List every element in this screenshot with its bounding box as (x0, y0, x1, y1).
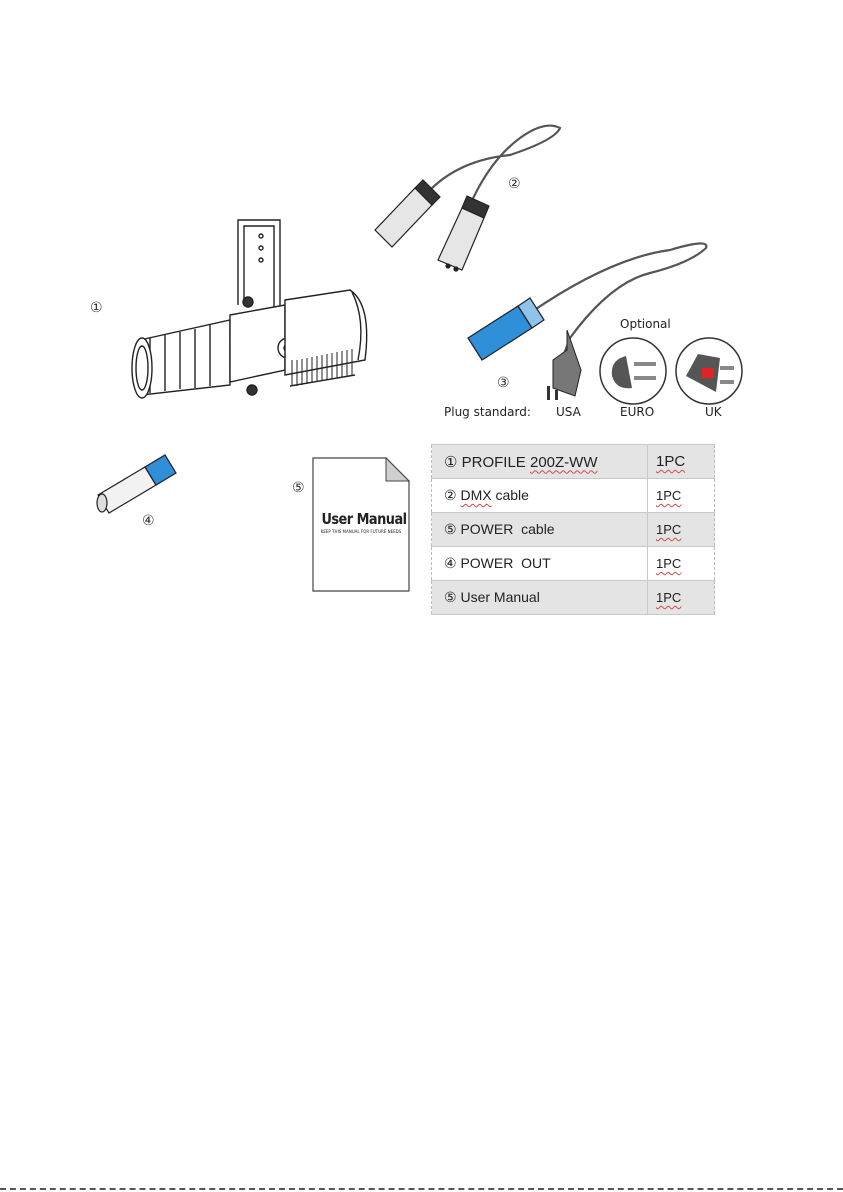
plug-standard-label: Plug standard: (444, 405, 531, 419)
item-number: ① (444, 453, 458, 471)
table-row (432, 513, 715, 547)
item-number: ④ (444, 555, 457, 571)
item-name-flagged: DMX (460, 487, 492, 503)
item-qty-cell (648, 445, 715, 479)
item-number: ⑤ (444, 521, 457, 537)
table-row (432, 479, 715, 513)
optional-label: Optional (620, 317, 671, 331)
item-qty: 1PC (656, 522, 682, 537)
euro-plug-icon (598, 336, 668, 406)
usa-plug-icon (545, 330, 595, 400)
item-name: User Manual (456, 589, 540, 605)
item-name: PROFILE (457, 453, 530, 471)
item-name: POWER OUT (456, 555, 551, 571)
callout-4: ④ (142, 513, 155, 529)
item-number: ② (444, 487, 457, 503)
page-bottom-edge (0, 1188, 843, 1190)
manual-subtitle: KEEP THIS MANUAL FOR FUTURE NEEDS (320, 529, 402, 534)
uk-plug-icon (674, 336, 744, 406)
packing-list-table (431, 444, 715, 615)
table-row (432, 581, 715, 615)
item-name: POWER cable (456, 521, 555, 537)
profile-fixture-illustration (120, 210, 380, 410)
item-qty-cell (648, 479, 715, 513)
item-name-suffix: cable (491, 487, 529, 503)
plug-euro-label: EURO (620, 405, 655, 419)
table-row (432, 445, 715, 479)
item-qty-cell (648, 581, 715, 615)
item-name-cell (432, 513, 648, 547)
power-out-connector-illustration (90, 445, 190, 515)
item-qty: 1PC (656, 453, 686, 470)
item-name-cell (432, 445, 648, 479)
callout-3: ③ (497, 375, 510, 391)
item-number: ⑤ (444, 589, 457, 605)
item-name-cell (432, 581, 648, 615)
item-qty: 1PC (656, 556, 682, 571)
plug-uk-label: UK (705, 405, 722, 419)
plug-usa-label: USA (556, 405, 581, 419)
callout-1: ① (90, 300, 103, 316)
item-name-flagged: 200Z-WW (529, 453, 598, 471)
item-name-cell (432, 547, 648, 581)
item-qty-cell (648, 547, 715, 581)
manual-title: User Manual (321, 510, 407, 528)
item-qty-cell (648, 513, 715, 547)
item-qty: 1PC (656, 488, 682, 503)
table-row (432, 547, 715, 581)
item-name-cell (432, 479, 648, 513)
item-qty: 1PC (656, 590, 682, 605)
callout-5: ⑤ (292, 480, 305, 496)
callout-2: ② (508, 176, 521, 192)
